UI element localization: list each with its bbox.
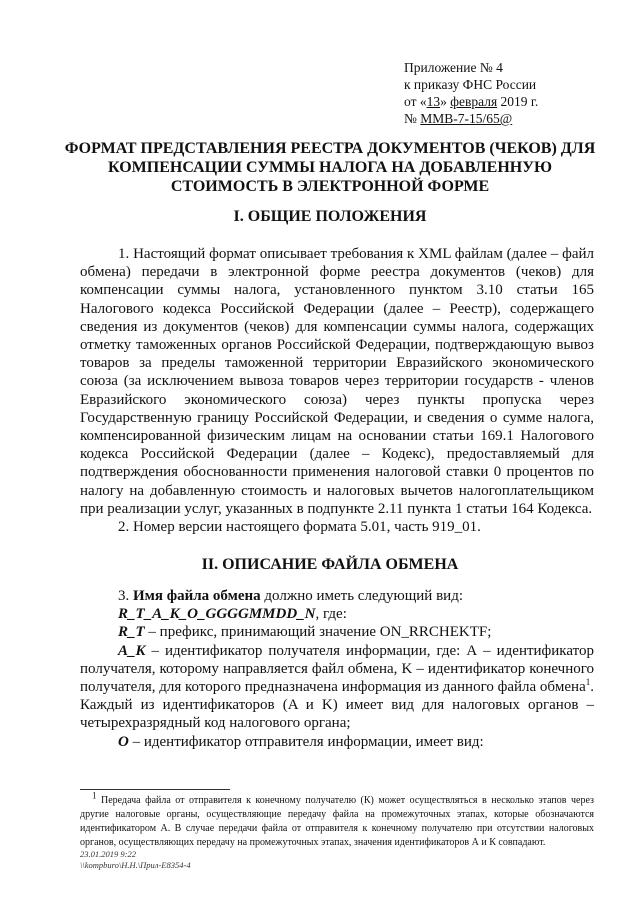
title-line-2: КОМПЕНСАЦИИ СУММЫ НАЛОГА НА ДОБАВЛЕННУЮ (108, 159, 552, 176)
file-stamp (80, 849, 191, 871)
stamp-datetime: 23.01.2019 9:22 (80, 849, 136, 859)
document-title (60, 139, 600, 196)
section-2-body (80, 587, 594, 751)
appendix-date-prefix: от « (404, 94, 427, 109)
rt-text: – префикс, принимающий значение ON_RRCHEKTF; (144, 624, 492, 641)
footnote-text: Передача файла от отправителя к конечному получателю (К) может осуществляться в несколько этапов через другие налоговые органы, осуществляющие передачу файла на промежуточных этапах, которые обозначаются идентификатором А. В случае передачи файла от отправителя к конечному получателю при отсутствии налоговых органов, осуществляющих передачу на промежуточных этапах, значения идентификаторов А и К совпадают. (80, 795, 594, 848)
file-name-pattern: R_T_A_K_O_GGGGMMDD_N (118, 606, 316, 623)
appendix-block (404, 59, 538, 127)
footnote-ref: 1 (585, 677, 591, 688)
ak-text-continued: . Каждый из идентификаторов (A и K) имеет вид для налоговых органов – четырехразрядный код налогового органа; (80, 679, 594, 732)
title-line-1: ФОРМАТ ПРЕДСТАВЛЕНИЯ РЕЕСТРА ДОКУМЕНТОВ (ЧЕКОВ) ДЛЯ (64, 140, 596, 157)
footnote-paragraph (80, 790, 594, 850)
o-text: – идентификатор отправителя информации, имеет вид: (128, 733, 484, 750)
rt-definition (80, 623, 594, 641)
section-1-body (80, 245, 594, 536)
ak-text: – идентификатор получателя информации, где: А – идентификатор получателя, которому направляется файл обмена, K – идентификатор конечного получателя, для которого предназначена информация из данного файла обмена (80, 642, 594, 696)
footnote-divider (80, 789, 230, 790)
p3-term: Имя файла обмена (133, 588, 261, 604)
appendix-line-4 (404, 110, 538, 127)
o-code: O (118, 733, 129, 750)
appendix-line-3 (404, 93, 538, 110)
p3-rest: должно иметь следующий вид: (260, 588, 463, 604)
pattern-suffix: , где: (315, 606, 347, 623)
appendix-date-year: 2019 г. (497, 94, 539, 109)
paragraph-2: 2. Номер версии настоящего формата 5.01, часть 919_01. (118, 519, 481, 536)
appendix-line-1: Приложение № 4 (404, 60, 503, 75)
title-line-3: СТОИМОСТЬ В ЭЛЕКТРОННОЙ ФОРМЕ (170, 178, 490, 195)
file-name-pattern-line (80, 605, 594, 623)
rt-code: R_T (118, 624, 145, 641)
section-1-heading: I. ОБЩИЕ ПОЛОЖЕНИЯ (233, 208, 427, 225)
appendix-order-number: ММВ-7-15/65@ (420, 111, 513, 126)
footnote-mark: 1 (92, 790, 97, 801)
appendix-number-prefix: № (404, 111, 421, 126)
ak-definition (80, 642, 594, 733)
ak-code: A_K (118, 642, 146, 659)
paragraph-3 (80, 587, 594, 605)
stamp-path: \\kompburo\Н.Н.\Прил-Е8354-4 (80, 860, 191, 870)
section-2-heading: II. ОПИСАНИЕ ФАЙЛА ОБМЕНА (201, 556, 459, 573)
p3-number: 3. (118, 588, 133, 604)
appendix-line-2: к приказу ФНС России (404, 77, 537, 92)
appendix-date-day: 13 (426, 94, 441, 109)
appendix-date-month: февраля (450, 94, 498, 109)
footnote (80, 790, 594, 850)
appendix-date-mid: » (440, 94, 451, 109)
o-definition (80, 733, 594, 751)
paragraph-1: 1. Настоящий формат описывает требования к XML файлам (далее – файл обмена) передачи в электронной форме реестра документов (чеков) для компенсации суммы налога, установленного пунктом 3.10 статьи 165 Налогового кодекса Российской Федерации (далее – Реестр), содержащего сведения из документов (чеков) для компенсации суммы налога, содержащих отметку таможенных органов Российской Федерации, подтверждающую вывоз товаров за пределы таможенной территории Евразийского экономического союза (за исключением вывоза товаров через территории государств - членов Евразийского экономического союза) через пункты пропуска через Государственную границу Российской Федерации, и сведения о сумме налога, компенсированной физическим лицам на основании статьи 169.1 Налогового кодекса Российской Федерации (далее – Кодекс), предоставляемый для подтверждения обоснованности применения налоговой ставки 0 процентов по налогу на добавленную стоимость и налоговых вычетов налогоплательщиком при реализации услуг, указанных в подпункте 2.11 пункта 1 статьи 164 Кодекса. (80, 246, 594, 517)
